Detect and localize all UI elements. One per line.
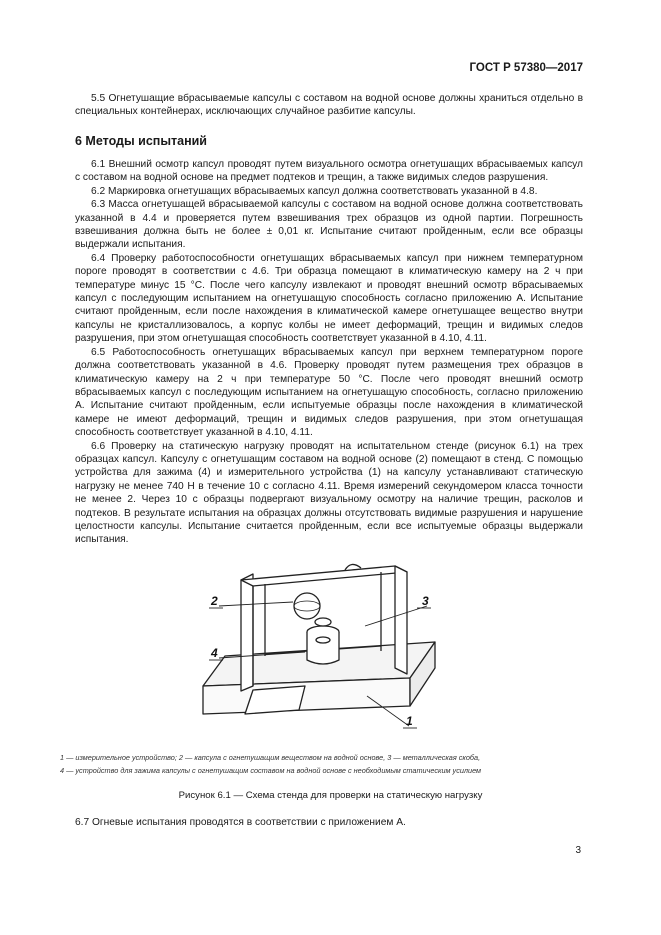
page-number: 3	[575, 845, 581, 856]
legend-line-2: 4 — устройство для зажима капсулы с огнетушащим составом на водной основе с необходимым статическим усилием	[60, 765, 482, 775]
figure-caption: Рисунок 6.1 — Схема стенда для проверки на статическую нагрузку	[178, 790, 483, 801]
bracket-top-bar	[241, 566, 407, 586]
figure-label-4: 4	[211, 646, 218, 660]
paragraph-5-5: 5.5 Огнетушащие вбрасываемые капсулы с составом на водной основе должны храниться отдельно в специальных контейнерах, исключающих случайное разбитие капсулы.	[75, 93, 583, 118]
bracket-left-post	[241, 574, 253, 691]
figure-legend	[60, 752, 605, 777]
paragraph-6-7: 6.7 Огневые испытания проводятся в соответствии с приложением А.	[75, 817, 406, 828]
paragraph-6-2: 6.2 Маркировка огнетушащих вбрасываемых капсул должна соответствовать указанной в 4.8.	[91, 185, 538, 197]
paragraph-6-6: 6.6 Проверку на статическую нагрузку проводят на испытательном стенде (рисунок 6.1) на трех образцах капсул. Капсулу с огнетушащим составом на водной основе (2) помещают в стенд. С помощью устройства для зажима (4) и измерительного устройства (1) на капсулу устанавливают статическую нагрузку не менее 740 Н в течение 10 с согласно 4.11. Время измерений секундомером класса точности не менее 2. Через 10 с образцы подвергают визуальному осмотру на наличие трещин, расколов и подтеков. В результате испытания на образцах должны отсутствовать видимые разрушения и нарушение целостности капсулы. Испытание считается пройденным, если все испытуемые образцы выдержали испытания.	[75, 440, 583, 546]
paragraph-6-5: 6.5 Работоспособность огнетушащих вбрасываемых капсул при верхнем температурном пороге должна соответствовать указанной в 4.6. Проверку проводят путем размещения трех образцов в климатическую камеру на 2 ч при температуре 50 °С. После чего проводят внешний осмотр вбрасываемых капсул с последующим испытанием на огнетушащую способность, согласно приложению А. Испытание считают пройденным, если испытуемые образцы после нахождения в климатической камере не имеют деформаций, трещин и видимых следов разрушения, при этом огнетушащая способность соответствует указанной в 4.10, 4.11.	[75, 346, 583, 439]
test-stand-figure	[195, 556, 455, 736]
leader-2	[219, 602, 293, 606]
figure-label-1: 1	[406, 714, 413, 728]
figure-label-2: 2	[211, 594, 218, 608]
section-6-body	[75, 158, 583, 547]
bracket-right-post	[395, 566, 407, 674]
paragraph-6-3: 6.3 Масса огнетушащей вбрасываемой капсулы с составом на водной основе должна соответствовать указанной в 4.4 и проверяется путем взвешивания трех образцов из одной партии. Погрешность взвешивания должна быть не более ± 0,01 кг. Испытание считают пройденным, если все образцы выдержали испытания.	[75, 199, 583, 251]
paragraph-6-4: 6.4 Проверку работоспособности огнетушащих вбрасываемых капсул при нижнем температурном пороге проводят в соответствии с 4.6. Три образца помещают в климатическую камеру на 2 ч при температуре минус 15 °С. После чего капсулу извлекают и проводят внешний осмотр вбрасываемых капсул с последующим испытанием на огнетушащую способность согласно приложению А. Испытание считают пройденным, если после нахождения в климатической камере огнетушащее вещество внутри капсулы не кристаллизовалось, а корпус колбы не имеет деформаций, трещин и видимых следов разрушения, при этом огнетушащая способность соответствует указанной в 4.10, 4.11.	[75, 252, 583, 345]
figure-label-3: 3	[422, 594, 429, 608]
capsule	[294, 593, 320, 619]
display-window	[245, 686, 305, 714]
section-5-5	[75, 92, 583, 119]
section-6-title: 6 Методы испытаний	[75, 134, 207, 148]
document-code: ГОСТ Р 57380—2017	[469, 62, 583, 74]
legend-line-1: 1 — измерительное устройство; 2 — капсула с огнетушащим веществом на водной основе, 3 — металлическая скоба,	[60, 753, 481, 762]
paragraph-6-1: 6.1 Внешний осмотр капсул проводят путем визуального осмотра огнетушащих вбрасываемых капсул с составом на водной основе на предмет подтеков и трещин, а также видимых следов разрушения.	[75, 159, 583, 184]
